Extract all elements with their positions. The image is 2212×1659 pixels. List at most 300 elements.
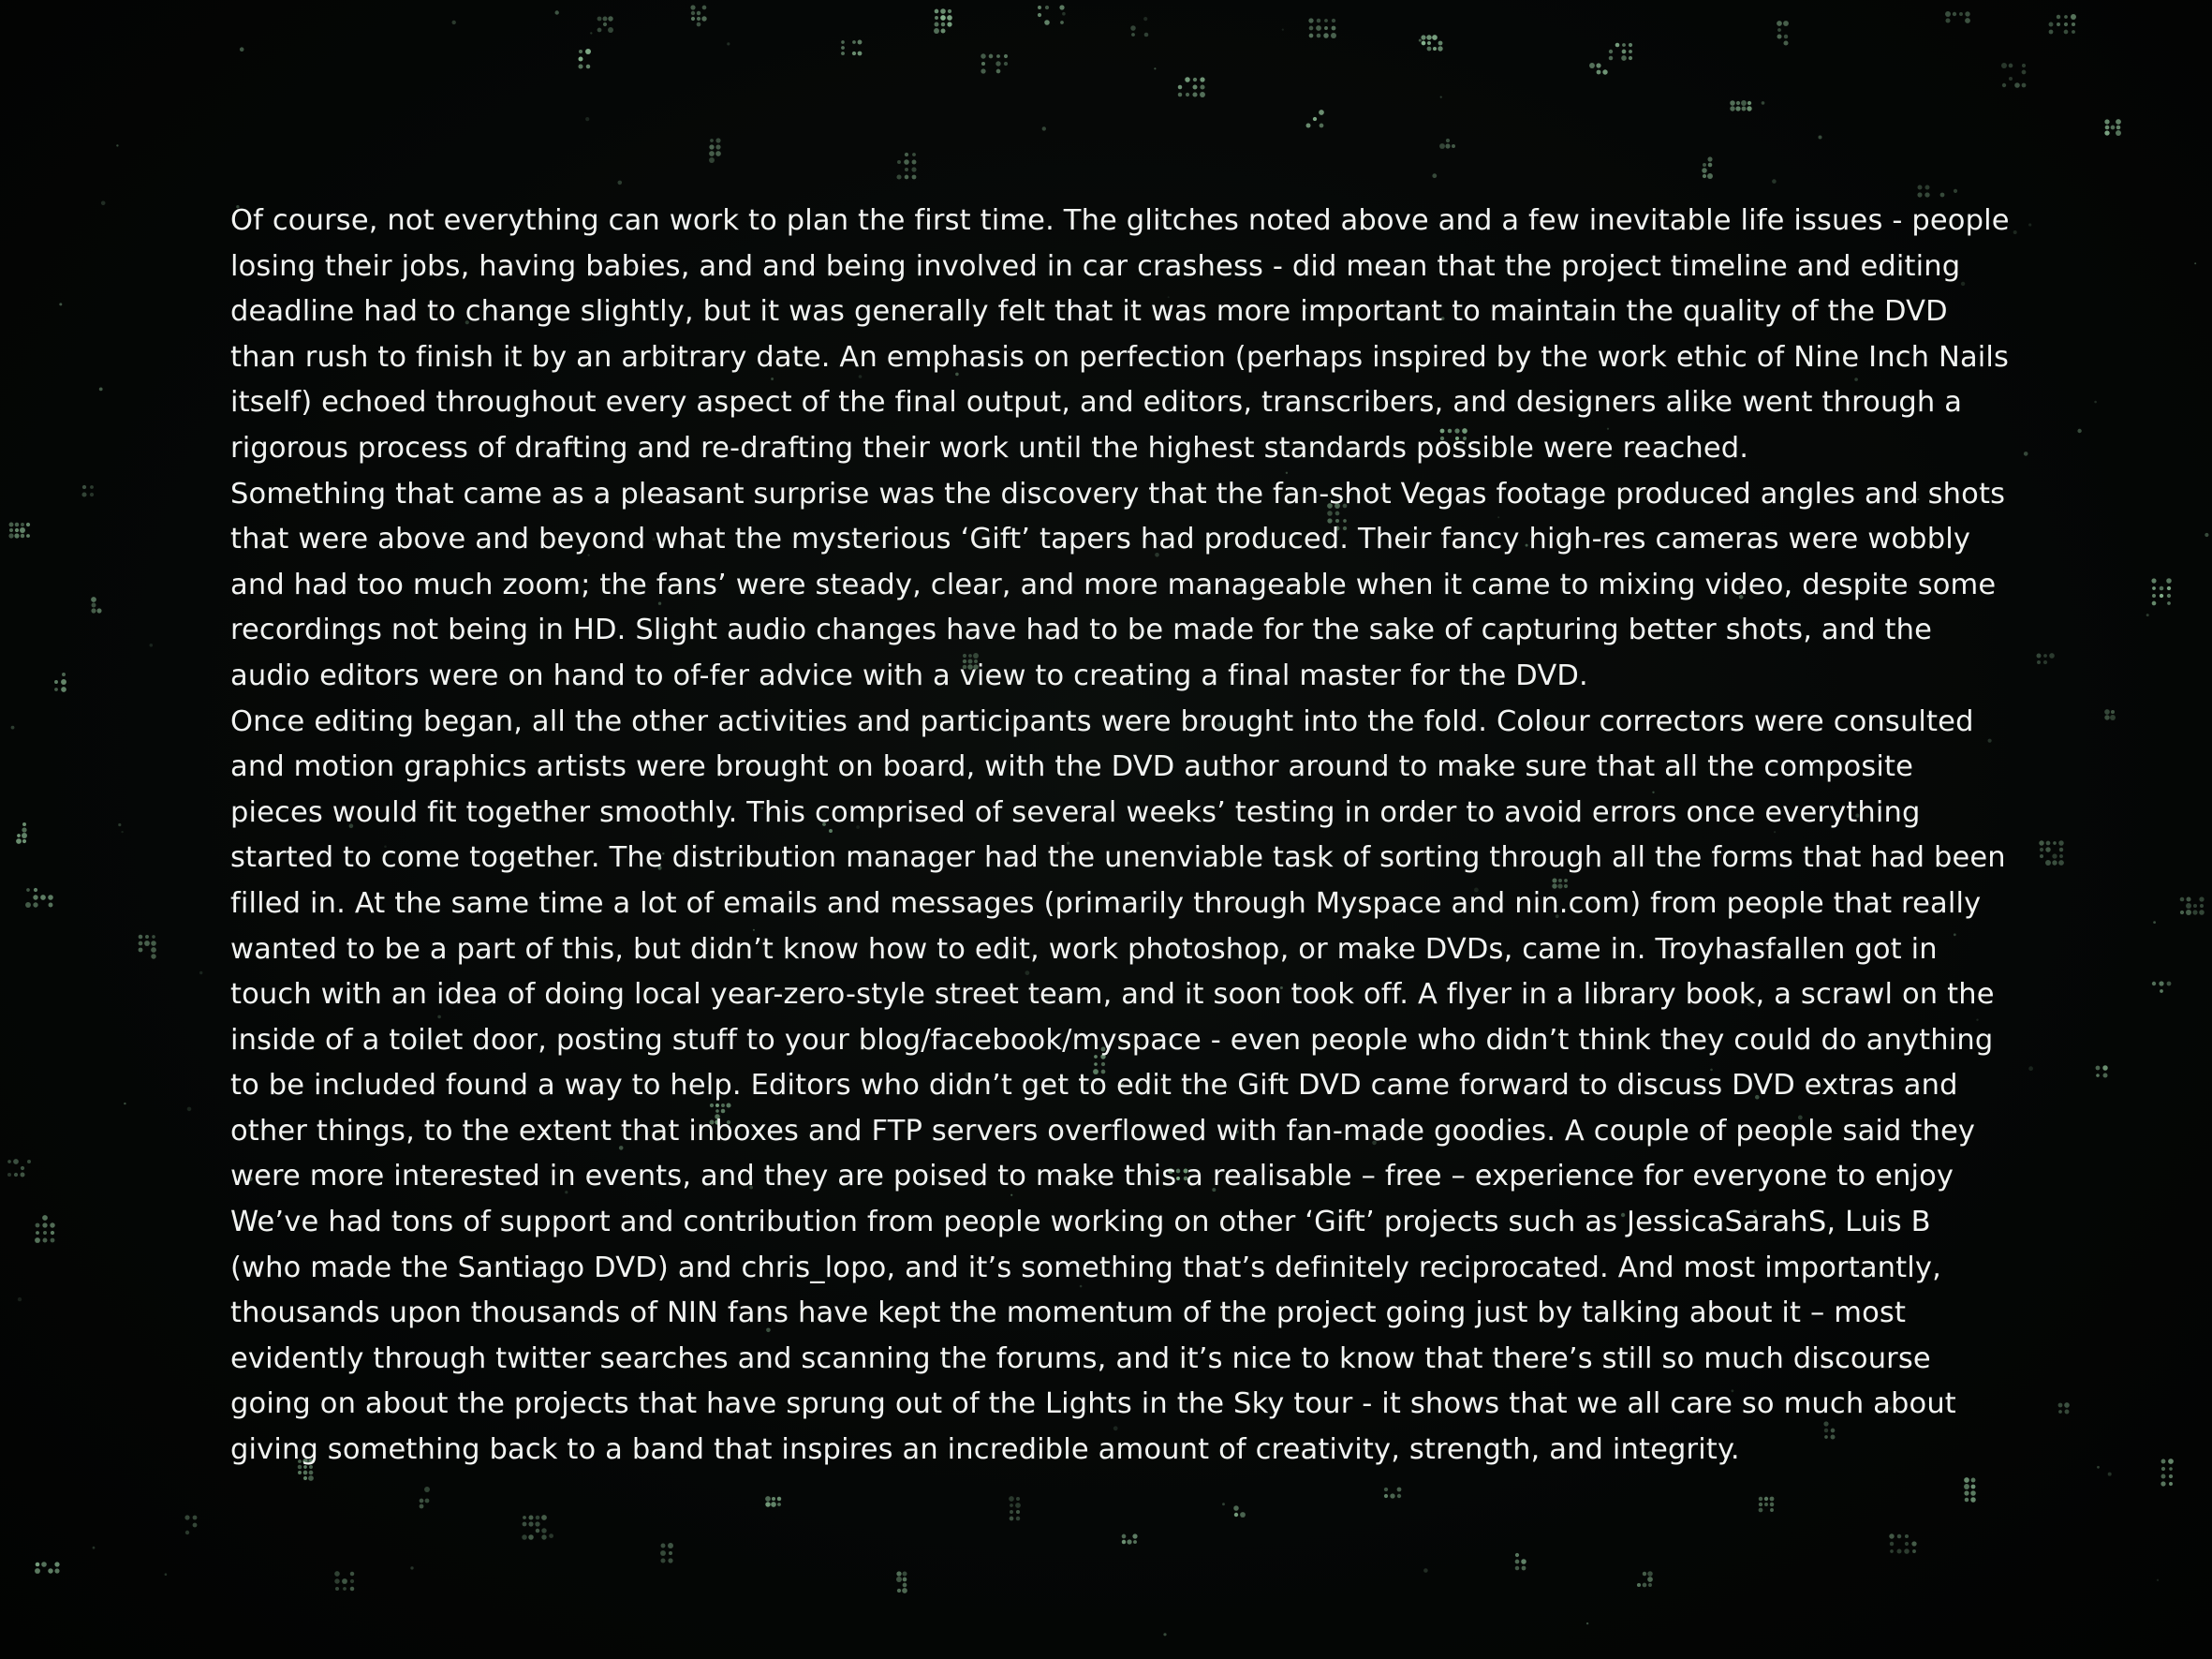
background-dot (2159, 981, 2163, 985)
background-dot (1764, 1503, 1768, 1506)
background-speck (1819, 136, 1822, 140)
background-dot (40, 895, 46, 900)
background-dot (1703, 163, 1706, 167)
background-dot (905, 153, 908, 156)
background-dot (1186, 93, 1189, 96)
background-dot (2180, 911, 2184, 914)
background-dot (2043, 654, 2047, 658)
background-dot (1759, 1503, 1762, 1506)
background-dot (528, 1534, 534, 1540)
background-dot (1515, 1566, 1519, 1570)
background-speck (187, 1107, 192, 1112)
background-dot (1178, 93, 1183, 97)
background-dot (1904, 1548, 1910, 1554)
background-dot (334, 1571, 340, 1577)
background-dot (2116, 119, 2121, 125)
background-dot (2166, 578, 2172, 584)
background-dot (2049, 22, 2054, 27)
background-dot (1193, 78, 1197, 81)
background-dot (669, 1551, 672, 1555)
background-dot (858, 40, 863, 45)
background-dot (41, 1562, 47, 1567)
background-dot (51, 1238, 55, 1243)
background-dot (608, 16, 612, 21)
background-dot (1323, 33, 1328, 37)
background-dot (2160, 586, 2164, 591)
background-speck (199, 971, 202, 974)
background-dot (2064, 15, 2068, 19)
background-dot (586, 65, 590, 68)
background-dot (25, 902, 31, 908)
background-dot (91, 608, 96, 613)
background-dot (1010, 1517, 1014, 1521)
dot-cluster (2036, 653, 2054, 664)
dot-cluster (765, 1496, 781, 1507)
background-dot (15, 528, 19, 532)
background-dot (1324, 26, 1328, 30)
dot-cluster (934, 8, 952, 34)
background-dot (1890, 1542, 1894, 1546)
background-dot (2161, 1467, 2165, 1471)
background-dot (1317, 34, 1321, 38)
background-dot (2052, 853, 2057, 858)
background-dot (702, 6, 707, 10)
background-dot (1924, 192, 1929, 197)
background-dot (1735, 106, 1740, 111)
dot-cluster (35, 1562, 60, 1574)
background-dot (578, 64, 582, 68)
background-dot (1331, 33, 1336, 38)
background-dot (2045, 847, 2050, 852)
background-dot (2186, 903, 2191, 909)
paragraph-4: We’ve had tons of support and contribution from people working on other ‘Gift’ projects such as JessicaSarahS, Luis B (who made the Santiago DVD) and chris_lopo, and it’s something that’s definitely reciprocated. And most importantly, thousands upon thousands of NIN fans have kept the momentum of the project going just by talking about it – most evidently through twitter searches and scanning the forums, and it’s nice to know that there’s still so much discourse going on about the projects that have sprung out of the Lights in the Sky tour - it shows that we all care so much about giving something back to a band that inspires an incredible amount of creativity, strength, and integrity. (230, 1206, 1956, 1467)
background-dot (1905, 1542, 1909, 1546)
background-dot (2152, 982, 2156, 985)
background-dot (1783, 40, 1788, 45)
background-dot (1889, 1533, 1894, 1538)
background-dot (1060, 21, 1064, 24)
background-speck (410, 1566, 413, 1569)
background-dot (2192, 910, 2197, 914)
background-dot (1122, 1534, 1127, 1539)
background-dot (691, 17, 695, 21)
dot-cluster (1421, 35, 1442, 52)
background-dot (62, 673, 66, 676)
background-dot (2167, 586, 2171, 590)
background-dot (21, 1166, 24, 1170)
background-speck (1282, 29, 1284, 31)
background-dot (2102, 1065, 2107, 1070)
background-dot (90, 485, 94, 489)
dot-cluster (1917, 185, 1944, 198)
background-dot (49, 903, 53, 908)
background-dot (1770, 1508, 1774, 1512)
background-dot (1945, 18, 1950, 22)
background-dot (1764, 1497, 1768, 1501)
background-dot (1905, 1534, 1909, 1538)
background-dot (1324, 19, 1328, 22)
background-dot (144, 941, 150, 946)
background-dot (54, 1562, 59, 1566)
background-dot (660, 1550, 666, 1556)
background-dot (54, 1568, 59, 1573)
background-dot (528, 1521, 533, 1526)
background-dot (701, 16, 706, 21)
background-dot (2057, 22, 2060, 26)
background-dot (184, 1515, 189, 1519)
dot-cluster (16, 822, 27, 844)
background-dot (193, 1516, 198, 1520)
dot-cluster (660, 1543, 673, 1563)
dot-cluster (578, 49, 591, 69)
background-dot (1397, 1488, 1402, 1492)
background-dot (1959, 12, 1963, 16)
background-dot (1426, 35, 1431, 39)
dot-cluster (25, 888, 53, 908)
background-dot (1384, 1494, 1388, 1498)
background-dot (2014, 82, 2020, 88)
background-dot (1970, 1490, 1976, 1496)
dot-cluster (334, 1571, 354, 1591)
background-dot (139, 948, 143, 953)
background-dot (1965, 11, 1969, 16)
dot-cluster (896, 1571, 907, 1593)
background-dot (2043, 660, 2047, 664)
background-dot (897, 1589, 901, 1592)
background-dot (1185, 77, 1190, 82)
background-dot (1953, 12, 1956, 16)
background-dot (597, 28, 602, 33)
background-dot (981, 53, 985, 58)
background-dot (1730, 100, 1735, 106)
background-dot (1759, 1508, 1763, 1513)
dot-cluster (81, 485, 94, 497)
background-dot (903, 1578, 907, 1582)
background-dot (941, 22, 945, 26)
background-dot (1004, 62, 1008, 66)
background-dot (13, 1159, 19, 1164)
background-dot (33, 902, 37, 907)
background-speck (1062, 12, 1066, 16)
background-dot (697, 17, 700, 21)
background-dot (9, 523, 14, 527)
background-dot (50, 1222, 54, 1227)
background-dot (897, 160, 901, 164)
background-dot (841, 52, 845, 55)
background-dot (690, 5, 695, 9)
background-dot (1629, 43, 1632, 47)
background-dot (536, 1516, 540, 1520)
background-dot (2160, 989, 2163, 993)
background-dot (715, 138, 720, 142)
background-dot (996, 69, 1001, 74)
background-dot (1240, 1512, 1246, 1518)
background-dot (139, 941, 143, 946)
background-dot (935, 22, 939, 27)
dot-cluster (1515, 1553, 1526, 1570)
dot-cluster (1122, 1533, 1138, 1544)
background-dot (1192, 92, 1197, 96)
background-dot (1602, 69, 1607, 74)
dot-cluster (1777, 21, 1789, 45)
background-dot (21, 1173, 25, 1178)
background-dot (2199, 910, 2205, 915)
background-dot (935, 16, 938, 20)
background-dot (2022, 83, 2027, 88)
background-dot (947, 22, 951, 26)
background-dot (2167, 594, 2171, 598)
background-dot (948, 9, 951, 13)
background-dot (1016, 1510, 1020, 1514)
dot-cluster (2096, 1065, 2108, 1077)
background-dot (1897, 1534, 1902, 1539)
background-dot (903, 1583, 907, 1588)
background-dot (902, 1588, 907, 1593)
background-dot (1004, 54, 1008, 58)
background-dot (541, 1534, 546, 1539)
background-dot (1965, 1498, 1969, 1503)
background-dot (2072, 30, 2075, 34)
dot-cluster (2104, 709, 2116, 720)
background-speck (2205, 533, 2208, 537)
background-dot (2064, 30, 2069, 35)
dot-cluster (54, 673, 66, 692)
background-dot (1130, 25, 1135, 30)
background-dot (1178, 85, 1183, 90)
background-dot (145, 935, 149, 939)
background-dot (1647, 1571, 1653, 1577)
background-dot (1131, 33, 1135, 37)
body-text (230, 199, 2010, 1474)
background-dot (1144, 33, 1149, 37)
background-dot (934, 28, 939, 34)
background-dot (905, 168, 908, 171)
background-dot (608, 27, 613, 33)
background-dot (1332, 19, 1335, 22)
dot-cluster (2058, 1402, 2070, 1414)
dot-cluster (1038, 5, 1065, 24)
dot-cluster (91, 597, 101, 613)
background-dot (597, 17, 602, 22)
background-dot (841, 40, 845, 44)
background-dot (21, 523, 24, 526)
background-dot (1896, 1548, 1901, 1553)
background-dot (2001, 63, 2007, 68)
background-dot (26, 534, 30, 538)
dot-cluster (2039, 840, 2064, 866)
background-speck (59, 303, 62, 305)
background-dot (912, 160, 917, 165)
dot-cluster (981, 53, 1008, 73)
background-speck (1772, 179, 1777, 184)
background-dot (2022, 70, 2027, 75)
background-dot (424, 1487, 430, 1492)
dot-cluster (2001, 63, 2026, 88)
background-speck (11, 726, 15, 730)
background-dot (772, 1497, 775, 1501)
background-dot (48, 895, 53, 900)
background-dot (1703, 174, 1706, 178)
dot-cluster (1384, 1488, 1402, 1499)
background-dot (43, 1231, 47, 1235)
dot-cluster (420, 1487, 430, 1508)
background-dot (2049, 30, 2054, 35)
background-dot (1010, 1510, 1013, 1514)
background-dot (981, 68, 985, 73)
background-dot (91, 597, 96, 602)
background-speck (1419, 39, 1422, 42)
background-dot (2022, 64, 2026, 67)
background-dot (81, 492, 86, 496)
background-dot (48, 1568, 52, 1573)
background-dot (22, 822, 26, 826)
background-speck (549, 1533, 553, 1538)
background-dot (22, 839, 26, 843)
background-dot (903, 1572, 907, 1577)
background-dot (2072, 22, 2075, 26)
dot-cluster (2152, 981, 2172, 993)
background-speck (452, 21, 456, 24)
background-dot (1741, 100, 1747, 106)
background-dot (858, 52, 863, 56)
background-dot (2116, 126, 2121, 130)
background-speck (93, 1547, 96, 1549)
background-dot (1132, 1533, 1137, 1538)
dot-cluster (1178, 77, 1205, 97)
background-dot (981, 62, 985, 66)
background-dot (35, 1568, 40, 1574)
background-dot (14, 533, 19, 538)
background-dot (765, 1502, 770, 1506)
background-speck (1586, 1622, 1588, 1624)
background-dot (1452, 144, 1455, 148)
background-dot (1133, 1540, 1137, 1544)
background-speck (2013, 230, 2017, 234)
background-dot (1970, 1497, 1975, 1502)
background-dot (185, 1531, 189, 1534)
background-dot (1707, 156, 1712, 161)
background-dot (1044, 20, 1050, 25)
background-dot (2058, 860, 2064, 866)
background-speck (2153, 921, 2156, 924)
background-speck (124, 1103, 125, 1104)
background-dot (940, 15, 946, 21)
background-dot (1596, 63, 1600, 67)
dot-cluster (2160, 1459, 2174, 1487)
background-dot (697, 11, 700, 15)
background-speck (727, 42, 730, 45)
dot-cluster (1609, 43, 1632, 61)
background-dot (2058, 840, 2064, 846)
background-dot (1015, 1503, 1021, 1508)
background-dot (9, 528, 13, 532)
background-dot (536, 1529, 539, 1533)
background-dot (7, 1160, 11, 1163)
background-speck (2028, 1066, 2033, 1071)
background-dot (1016, 1517, 1020, 1520)
background-dot (602, 16, 607, 21)
background-speck (118, 823, 121, 826)
background-dot (715, 144, 720, 149)
background-dot (1643, 1583, 1647, 1588)
dot-cluster (1306, 110, 1324, 127)
background-dot (668, 1543, 673, 1548)
background-dot (2104, 130, 2109, 135)
background-dot (96, 608, 101, 613)
background-dot (2039, 840, 2043, 845)
dot-cluster (522, 1515, 547, 1540)
background-dot (1309, 34, 1314, 38)
background-dot (350, 1579, 354, 1583)
background-dot (2052, 860, 2057, 865)
background-dot (1925, 185, 1930, 190)
background-speck (555, 10, 559, 14)
background-speck (1154, 67, 1156, 69)
background-dot (61, 687, 66, 692)
background-dot (1965, 18, 1970, 23)
background-dot (2169, 1482, 2173, 1486)
background-speck (2028, 223, 2031, 226)
background-dot (896, 1577, 902, 1582)
background-dot (2161, 1459, 2166, 1464)
background-dot (2104, 715, 2109, 719)
background-dot (425, 1499, 430, 1503)
dot-cluster (1889, 1533, 1916, 1554)
background-dot (1010, 1503, 1013, 1507)
background-dot (2200, 904, 2204, 908)
background-speck (1143, 17, 1147, 21)
background-dot (2169, 1467, 2173, 1471)
background-dot (523, 1522, 527, 1527)
background-dot (2180, 897, 2185, 902)
background-dot (1422, 41, 1426, 46)
background-dot (1233, 1505, 1239, 1511)
background-dot (2111, 710, 2115, 714)
background-dot (585, 49, 591, 54)
background-speck (1163, 1633, 1166, 1636)
background-dot (1200, 84, 1204, 89)
background-dot (2009, 77, 2013, 81)
background-dot (603, 22, 607, 26)
background-dot (1332, 26, 1336, 31)
background-dot (2116, 130, 2121, 136)
background-dot (1940, 193, 1945, 198)
background-dot (2009, 64, 2013, 68)
background-dot (777, 1503, 781, 1506)
background-dot (350, 1587, 355, 1592)
background-dot (8, 533, 13, 538)
background-speck (150, 644, 154, 647)
background-dot (90, 493, 94, 496)
background-dot (1446, 139, 1450, 142)
background-dot (1918, 185, 1923, 190)
background-dot (1059, 5, 1064, 9)
background-dot (1597, 70, 1601, 75)
background-dot (995, 61, 1000, 66)
background-dot (765, 1496, 771, 1502)
dot-cluster (1637, 1571, 1653, 1587)
background-dot (1629, 56, 1632, 60)
background-dot (1319, 110, 1324, 115)
background-dot (1589, 63, 1595, 68)
background-dot (2064, 1402, 2070, 1408)
background-speck (2077, 429, 2081, 433)
background-dot (82, 485, 86, 489)
background-dot (2110, 715, 2116, 720)
background-dot (947, 15, 952, 21)
background-dot (15, 523, 19, 526)
background-dot (2167, 982, 2172, 986)
